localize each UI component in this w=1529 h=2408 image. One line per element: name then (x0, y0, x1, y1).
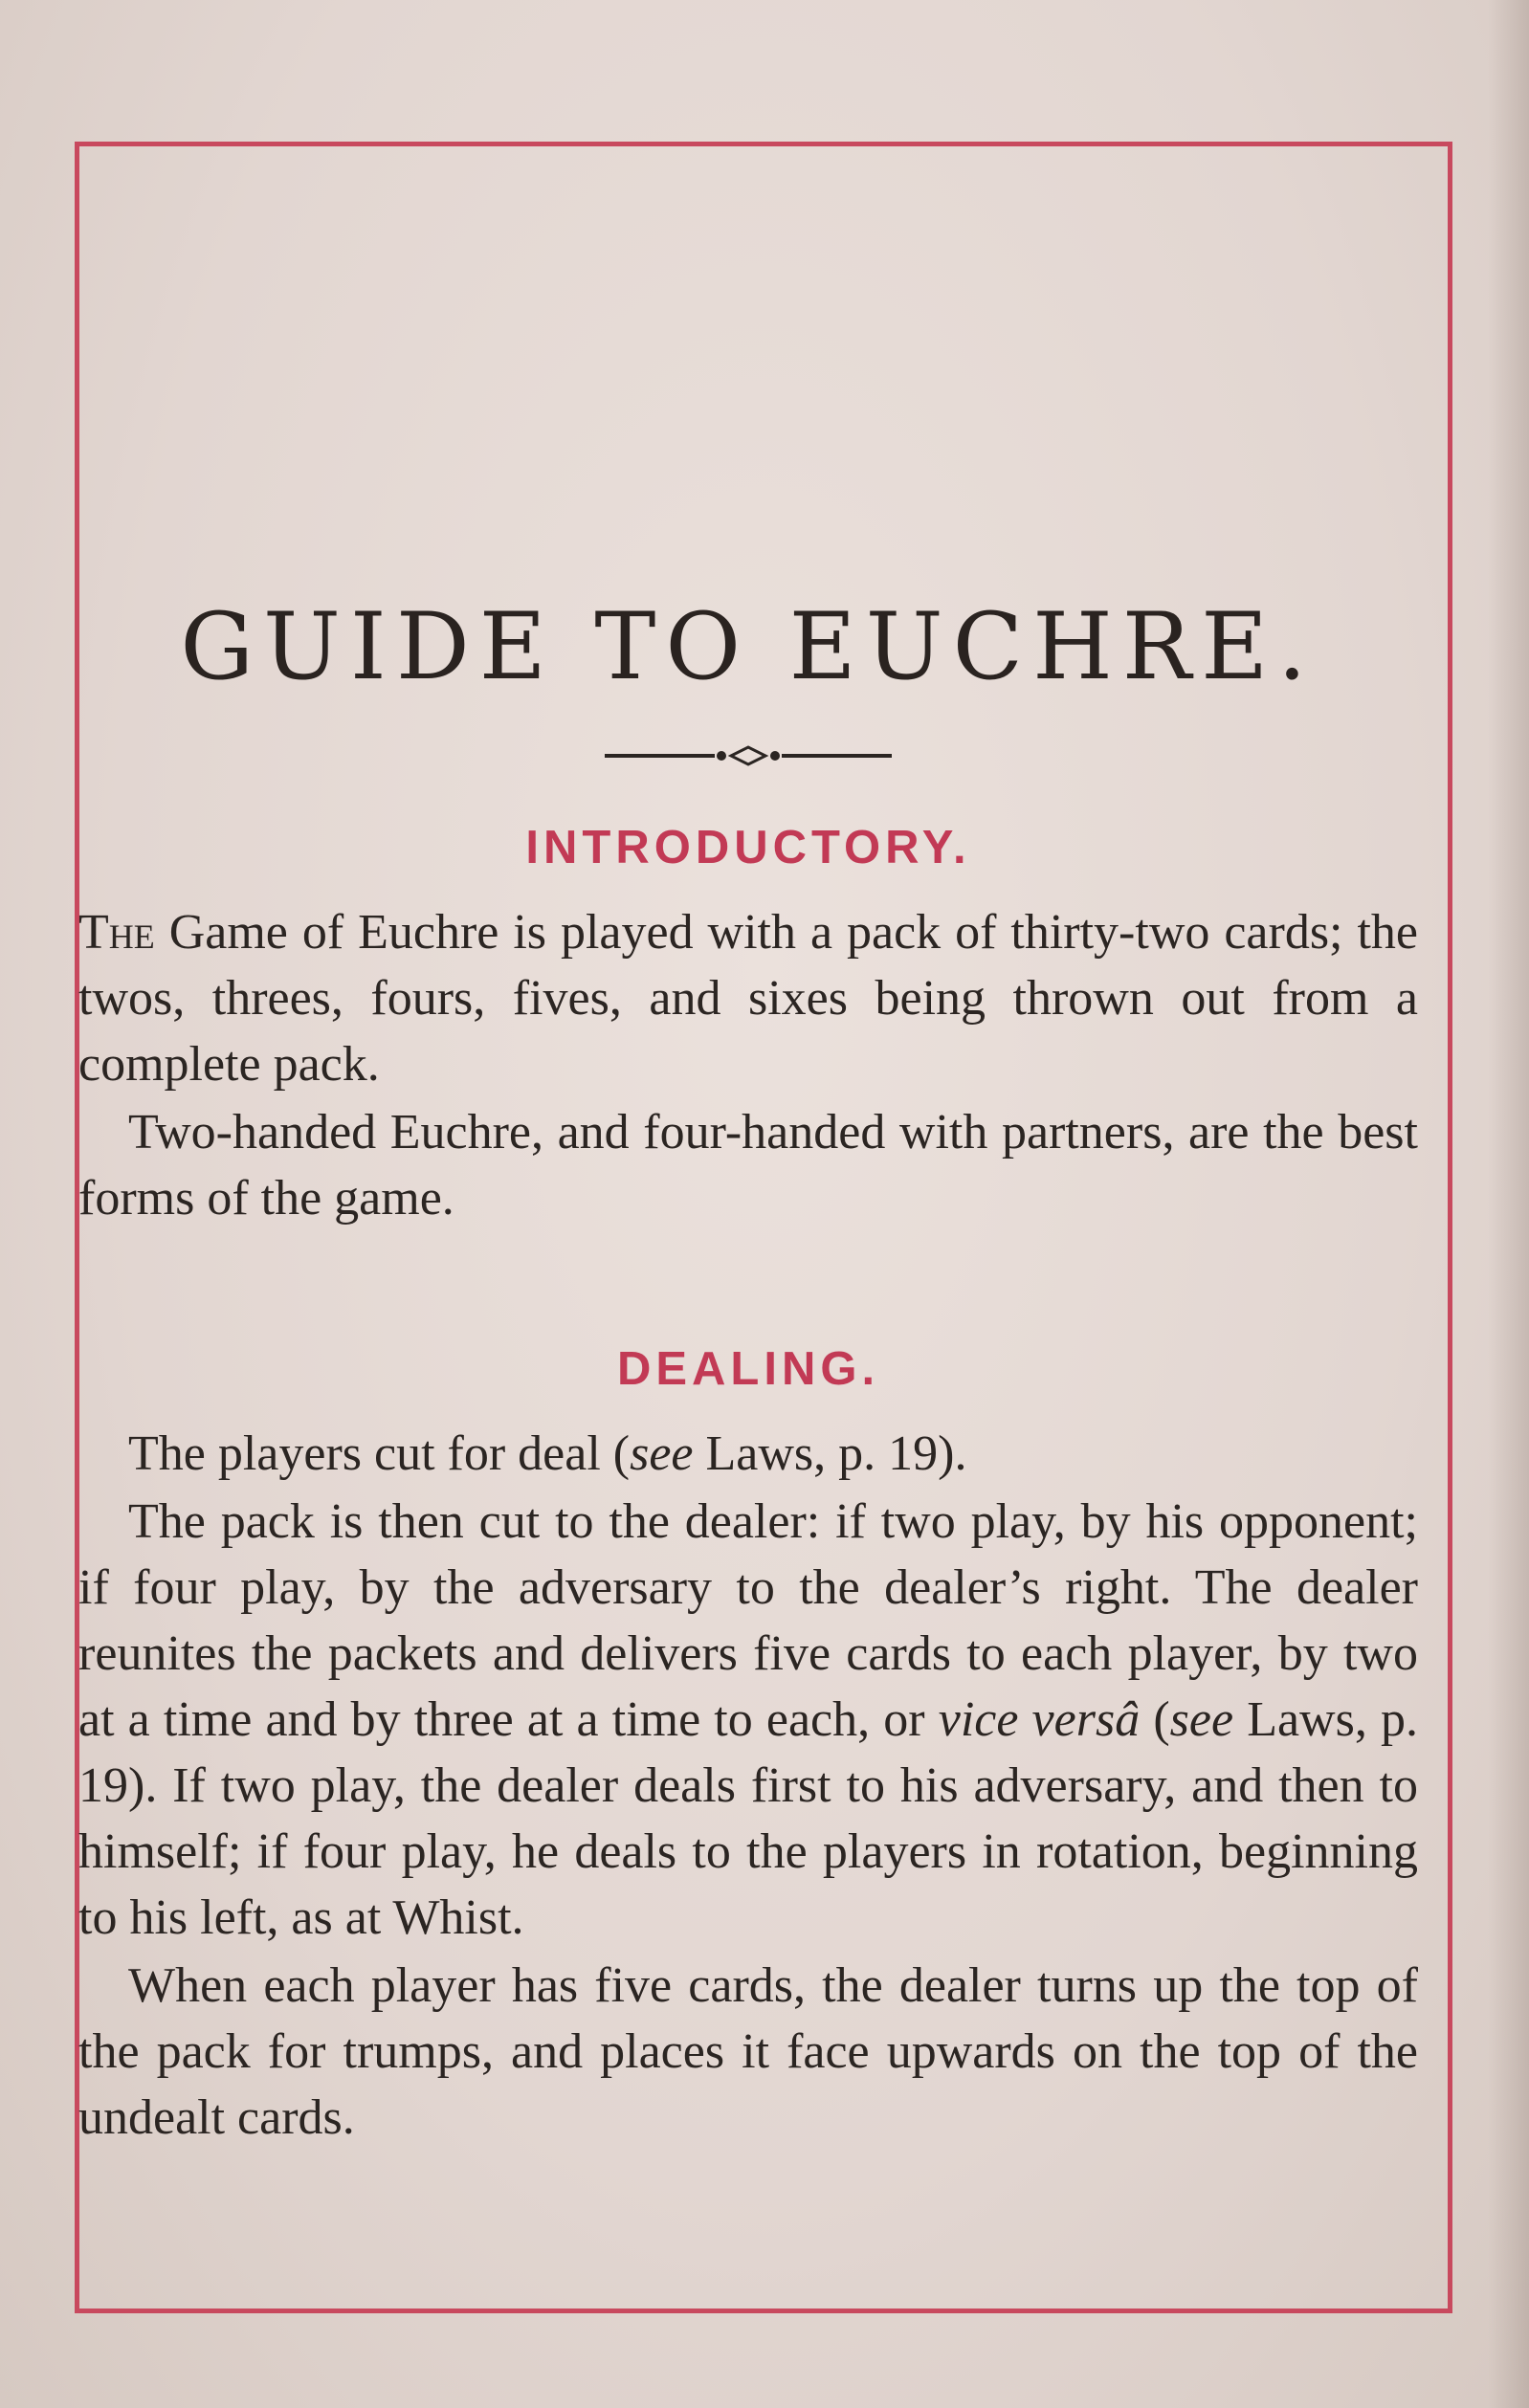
text-run: The pack is then cut to the dealer: if two play, by his opponent; if four play, by the adversary to the dealer’s right. The dealer reunites the packets and delivers five cards to each player, by two at a time and by three at a time to each, or (78, 1494, 1418, 1747)
text-run: Laws, p. 19). (693, 1426, 967, 1481)
ornament-divider-icon (605, 744, 892, 767)
paragraph-intro-1 (78, 899, 1418, 1097)
text-run: Laws, p. 19). If two play, the dealer deals first to his adversary, and then to himself; if four play, he deals to the players in rotation, beginning to his left, as at Whist. (78, 1692, 1418, 1945)
page-content (78, 536, 1418, 2151)
page-title: GUIDE TO EUCHRE. (180, 593, 1317, 700)
section-heading-dealing: DEALING. (616, 1343, 880, 1395)
text-run: The players cut for deal ( (128, 1426, 631, 1481)
paragraph-dealing-2 (78, 1489, 1418, 1951)
lead-word: The (78, 905, 155, 960)
section-heading-introductory: INTRODUCTORY. (525, 822, 971, 873)
text-run: ( (1140, 1692, 1170, 1747)
paragraph-dealing-1 (78, 1421, 1418, 1487)
italic-text: vice versâ (938, 1692, 1141, 1747)
binding-shadow (1488, 0, 1529, 2408)
paragraph-dealing-3: When each player has five cards, the dealer turns up the top of the pack for trumps, and places it face upwards on the top of the undealt cards. (78, 1958, 1418, 2145)
paragraph-intro-2: Two-handed Euchre, and four-handed with partners, are the best forms of the game. (78, 1105, 1418, 1226)
italic-text: see (630, 1426, 694, 1481)
paragraph-text: Game of Euchre is played with a pack of thirty-two cards; the twos, threes, fours, fives, and sixes being thrown out from a complete pack. (78, 905, 1418, 1092)
italic-text: see (1169, 1692, 1234, 1747)
